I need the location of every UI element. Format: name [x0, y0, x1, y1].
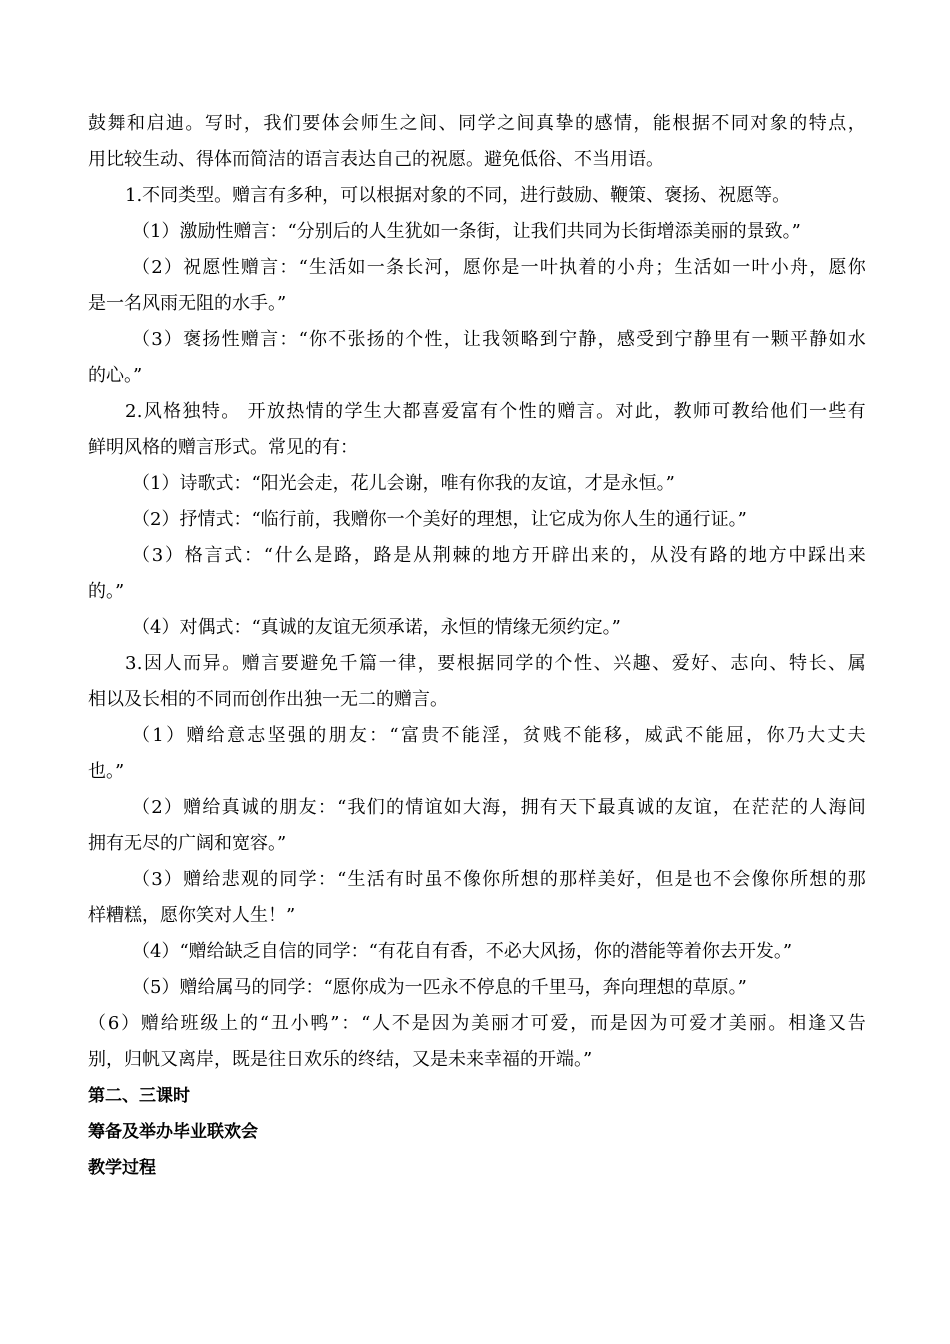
list-item-continuation: 样糟糕，愿你笑对人生！”: [88, 905, 296, 926]
list-item: （3）格言式：“什么是路，路是从荆棘的地方开辟出来的，从没有路的地方中踩出来: [132, 545, 866, 566]
list-item: （3）赠给悲观的同学：“生活有时虽不像你所想的那样美好，但是也不会像你所想的那: [132, 869, 866, 890]
heading-lesson: 第二、三课时: [88, 1086, 190, 1106]
heading-topic: 筹备及举办毕业联欢会: [88, 1122, 258, 1142]
list-item: （4）“赠给缺乏自信的同学：“有花自有香，不必大风扬，你的潜能等着你去开发。”: [132, 941, 793, 962]
section-1-title: 1.不同类型。赠言有多种，可以根据对象的不同，进行鼓励、鞭策、褒扬、祝愿等。: [125, 185, 791, 206]
list-item: （6）赠给班级上的“丑小鸭”：“人不是因为美丽才可爱，而是因为可爱才美丽。相逢又告: [88, 1013, 866, 1034]
paragraph-line: 鲜明风格的赠言形式。常见的有：: [88, 437, 358, 458]
section-3-title: 3.因人而异。赠言要避免千篇一律，要根据同学的个性、兴趣、爱好、志向、特长、属: [125, 653, 866, 674]
list-item-continuation: 别，归帆又离岸，既是往日欢乐的终结，又是未来幸福的开端。”: [88, 1049, 593, 1070]
list-item-continuation: 是一名风雨无阻的水手。”: [88, 293, 287, 314]
list-item: （3）褒扬性赠言：“你不张扬的个性，让我领略到宁静，感受到宁静里有一颗平静如水: [132, 329, 866, 350]
paragraph-line: 相以及长相的不同而创作出独一无二的赠言。: [88, 689, 448, 710]
list-item-continuation: 也。”: [88, 761, 125, 782]
list-item: （1）诗歌式：“阳光会走，花儿会谢，唯有你我的友谊，才是永恒。”: [132, 473, 675, 494]
paragraph-line: 鼓舞和启迪。写时，我们要体会师生之间、同学之间真挚的感情，能根据不同对象的特点，: [88, 113, 866, 134]
section-2-title: 2.风格独特。 开放热情的学生大都喜爱富有个性的赠言。对此，教师可教给他们一些有: [125, 401, 866, 422]
list-item: （5）赠给属马的同学：“愿你成为一匹永不停息的千里马，奔向理想的草原。”: [132, 977, 747, 998]
list-item: （2）祝愿性赠言：“生活如一条长河，愿你是一叶执着的小舟；生活如一叶小舟，愿你: [132, 257, 866, 278]
list-item-continuation: 的。”: [88, 581, 125, 602]
paragraph-line: 用比较生动、得体而简洁的语言表达自己的祝愿。避免低俗、不当用语。: [88, 149, 664, 170]
list-item: （1）赠给意志坚强的朋友：“富贵不能淫，贫贱不能移，威武不能屈，你乃大丈夫: [132, 725, 866, 746]
list-item-continuation: 的心。”: [88, 365, 143, 386]
list-item-continuation: 拥有无尽的广阔和宽容。”: [88, 833, 287, 854]
heading-process: 教学过程: [88, 1158, 156, 1178]
list-item: （2）抒情式：“临行前，我赠你一个美好的理想，让它成为你人生的通行证。”: [132, 509, 747, 530]
list-item: （4）对偶式：“真诚的友谊无须承诺，永恒的情缘无须约定。”: [132, 617, 621, 638]
list-item: （2）赠给真诚的朋友：“我们的情谊如大海，拥有天下最真诚的友谊，在茫茫的人海间: [132, 797, 866, 818]
list-item: （1）激励性赠言：“分别后的人生犹如一条街，让我们共同为长街增添美丽的景致。”: [132, 221, 801, 242]
